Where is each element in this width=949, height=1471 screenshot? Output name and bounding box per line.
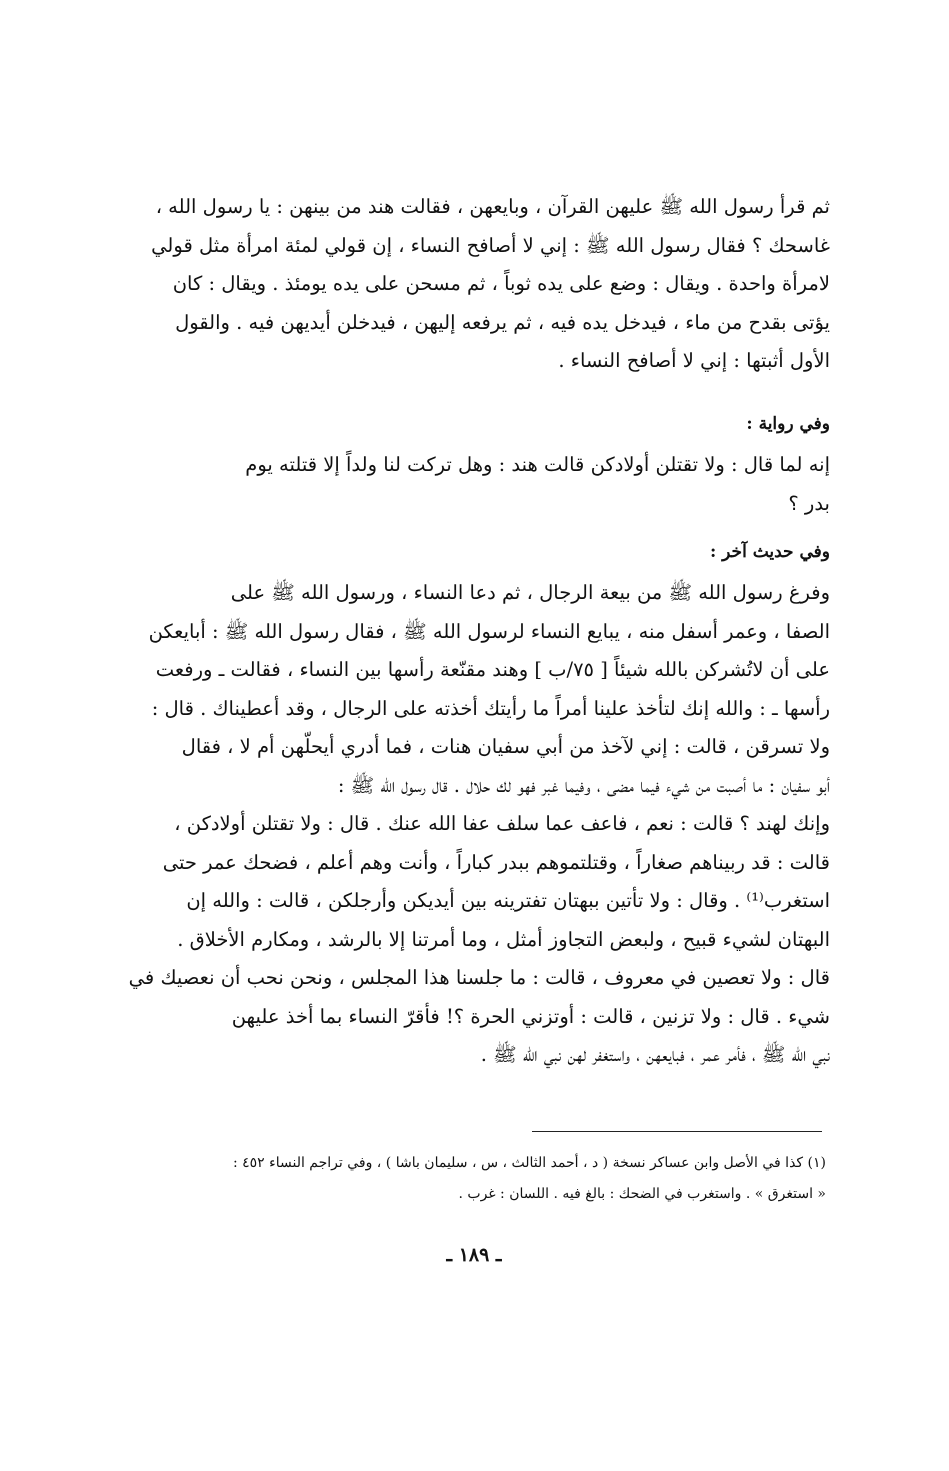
- paragraph-riwaya: [118, 446, 830, 523]
- paragraph-hadith: [118, 574, 830, 1075]
- text-line: يؤتى بقدح من ماء ، فيدخل يده فيه ، ثم يرفعه إليهن ، فيدخلن أيديهن فيه . والقول: [175, 310, 830, 334]
- footnotes: [118, 1148, 826, 1210]
- footnote-line: « استغرق » . واستغرب في الضحك : بالغ فيه . اللسان : غرب .: [458, 1186, 826, 1202]
- text-line: ثم قرأ رسول الله ﷺ عليهن القرآن ، وبايعهن ، فقالت هند من بينهن : يا رسول الله ،: [155, 195, 830, 218]
- heading-riwaya: وفي رواية :: [746, 414, 830, 434]
- text-line: قال : ولا تعصين في معروف ، قالت : ما جلسنا هذا المجلس ، ونحن نحب أن نعصيك في: [128, 966, 830, 989]
- text-line: استغرب⁽¹⁾ . وقال : ولا تأتين ببهتان تفترينه بين أيديكن وأرجلكن ، قالت : والله إن: [186, 889, 830, 912]
- text-line: البهتان لشيء قبيح ، ولبعض التجاوز أمثل ، وما أمرتنا إلا بالرشد ، ومكارم الأخلاق .: [177, 927, 830, 951]
- page-number: ـ ١٨٩ ـ: [446, 1244, 502, 1266]
- footnote-line: (١) كذا في الأصل وابن عساكر نسخة ( د ، أحمد الثالث ، س ، سليمان باشا ) ، وفي تراجم النساء ٤٥٢ :: [232, 1155, 826, 1171]
- text-line: على أن لاتُشركن بالله شيئاً [ ٧٥/ب ] وهند مقنّعة رأسها بين النساء ، فقالت ـ ورفعت: [155, 658, 830, 681]
- text-line: شيء . قال : ولا تزنين ، قالت : أوتزني الحرة ؟! فأقرّ النساء بما أخذ عليهن: [231, 1004, 830, 1028]
- text-line: لامرأة واحدة . ويقال : وضع على يده ثوباً ، ثم مسحن على يده يومئذ . ويقال : كان: [172, 272, 830, 295]
- heading-hadith: وفي حديث آخر :: [709, 542, 830, 562]
- text-line: بدر ؟: [788, 491, 830, 515]
- text-line: الصفا ، وعمر أسفل منه ، يبايع النساء لرسول الله ﷺ ، فقال رسول الله ﷺ : أبايعكن: [148, 619, 830, 643]
- text-line: أبو سفيان : ما أصبت من شيء فيما مضى ، وفيما غبر فهو لك حلال . قال رسول الله ﷺ :: [337, 773, 830, 797]
- paragraph-hind-pledge: [118, 188, 830, 381]
- text-line: قالت : قد ربيناهم صغاراً ، وقتلتموهم ببدر كباراً ، وأنت وهم أعلم ، فضحك عمر حتى: [162, 850, 830, 874]
- text-line: الأول أثبتها : إني لا أصافح النساء .: [558, 349, 830, 372]
- text-line: وإنك لهند ؟ قالت : نعم ، فاعف عما سلف عفا الله عنك . قال : ولا تقتلن أولادكن ،: [174, 812, 830, 835]
- text-line: ولا تسرقن ، قالت : إني لآخذ من أبي سفيان هنات ، فما أدري أيحلّهن أم لا ، فقال: [181, 735, 830, 758]
- footnote-divider: [532, 1131, 822, 1132]
- text-line: إنه لما قال : ولا تقتلن أولادكن قالت هند : وهل تركت لنا ولداً إلا قتلته يوم: [245, 453, 830, 476]
- text-line: غاسحك ؟ فقال رسول الله ﷺ : إني لا أصافح النساء ، إن قولي لمئة امرأة مثل قولي: [151, 233, 830, 257]
- text-line: رأسها ـ : والله إنك لتأخذ علينا أمراً ما رأيتك أخذته على الرجال ، وقد أعطيناك . قال :: [151, 696, 830, 720]
- text-line: نبي الله ﷺ ، فأمر عمر ، فبايعهن ، واستغفر لهن نبي الله ﷺ .: [480, 1043, 830, 1066]
- text-line: وفرغ رسول الله ﷺ من بيعة الرجال ، ثم دعا النساء ، ورسول الله ﷺ على: [230, 581, 830, 604]
